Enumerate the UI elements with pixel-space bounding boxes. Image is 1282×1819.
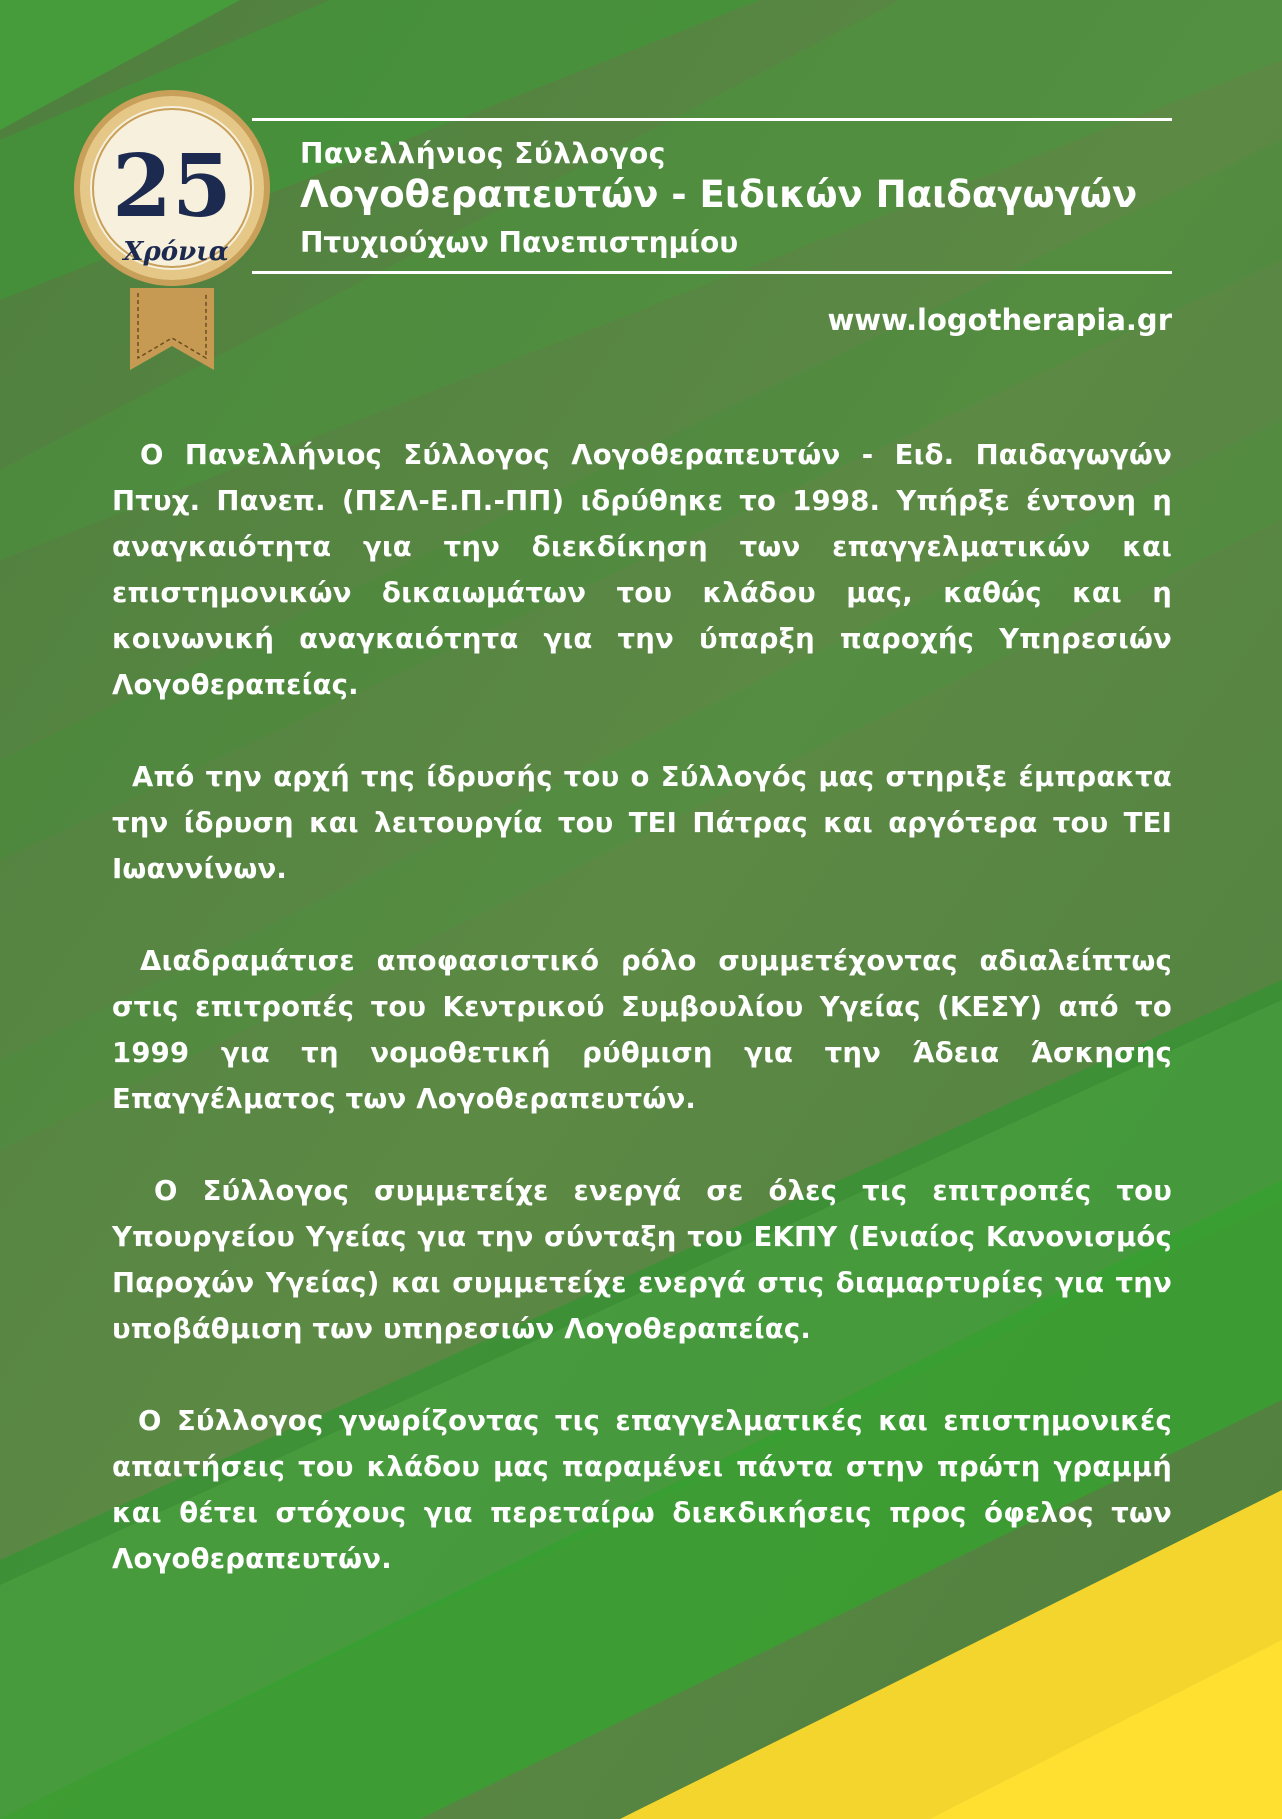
org-name-line3: Πτυχιούχων Πανεπιστημίου <box>300 226 739 259</box>
badge-label: Χρόνια <box>123 237 229 267</box>
header-bottom-rule <box>252 271 1172 274</box>
paragraph: Ο Σύλλογος συμμετείχε ενεργά σε όλες τις επιτροπές του Υπουργείου Υγείας για την σύνταξη του ΕΚΠΥ (Ενιαίος Κανονισμός Παροχών Υγείας) και συμμετείχε ενεργά στις διαμαρτυρίες για την υποβάθμιση των υπηρεσιών Λογοθεραπείας. <box>112 1175 1172 1345</box>
paragraph: Ο Σύλλογος γνωρίζοντας τις επαγγελματικές και επιστημονικές απαιτήσεις του κλάδου μας παραμένει πάντα στην πρώτη γραμμή και θέτει στόχους για περεταίρω διεκδικήσεις προς όφελος των Λογοθεραπευτών. <box>112 1405 1172 1575</box>
paragraph: Από την αρχή της ίδρυσής του ο Σύλλογός μας στηριξε έμπρακτα την ίδρυση και λειτουργία του ΤΕΙ Πάτρας και αργότερα του ΤΕΙ Ιωαννίνων. <box>112 761 1172 885</box>
org-name-line2: Λογοθεραπευτών - Ειδικών Παιδαγωγών <box>300 173 1138 216</box>
body-text <box>112 432 1172 1628</box>
paragraph: Ο Πανελλήνιος Σύλλογος Λογοθεραπευτών - Ειδ. Παιδαγωγών Πτυχ. Πανεπ. (ΠΣΛ-Ε.Π.-ΠΠ) ιδρύθηκε το 1998. Υπήρξε έντονη η αναγκαιότητα για την διεκδίκηση των επαγγελματικών και επιστημονικών δικαιωμάτων του κλάδου μας, καθώς και η κοινωνική αναγκαιότητα για την ύπαρξη παροχής Υπηρεσιών Λογοθεραπείας. <box>112 439 1172 701</box>
header-top-rule <box>252 118 1172 121</box>
anniversary-badge-icon <box>64 88 284 373</box>
paragraph: Διαδραμάτισε αποφασιστικό ρόλο συμμετέχοντας αδιαλείπτως στις επιτροπές του Κεντρικού Συμβουλίου Υγείας (ΚΕΣΥ) από το 1999 για τη νομοθετική ρύθμιση για την Άδεια Άσκησης Επαγγέλματος των Λογοθεραπευτών. <box>112 945 1172 1115</box>
badge-number: 25 <box>112 136 232 237</box>
org-name-line1: Πανελλήνιος Σύλλογος <box>300 137 666 170</box>
website-link[interactable]: www.logotherapia.gr <box>827 303 1172 337</box>
